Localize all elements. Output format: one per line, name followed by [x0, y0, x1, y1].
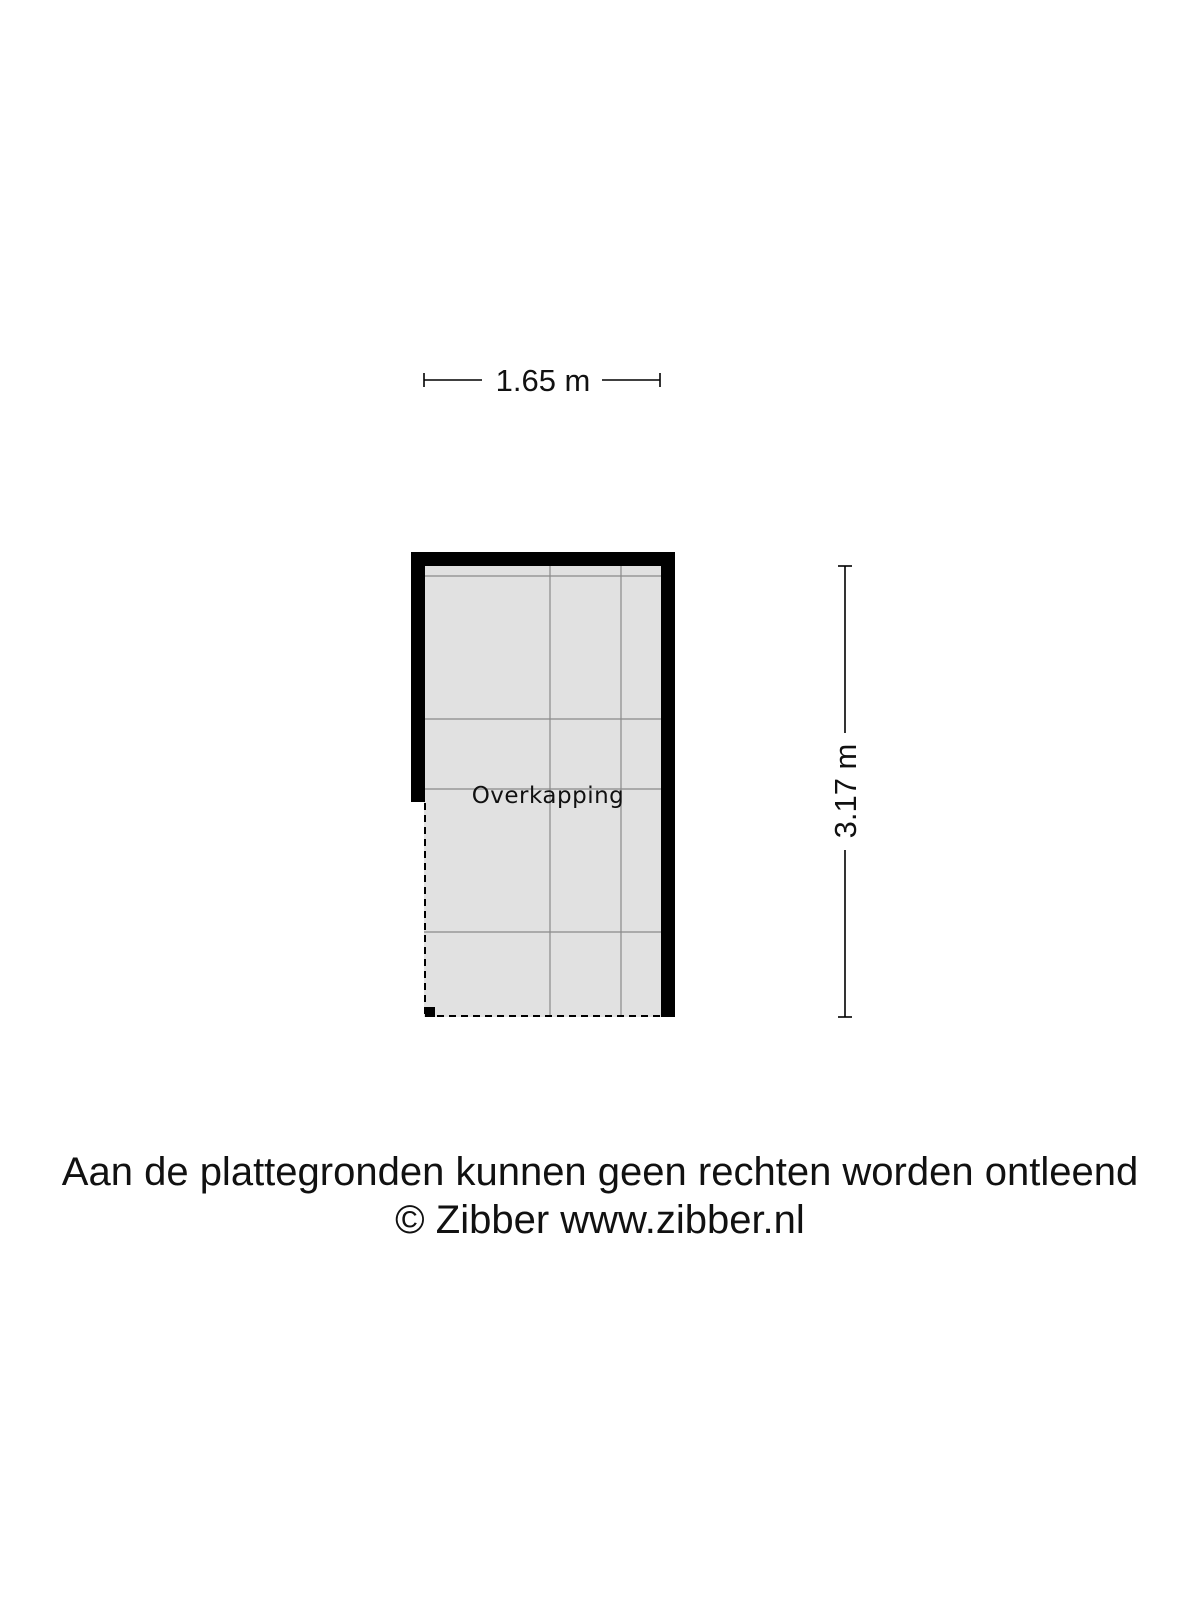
room-label: Overkapping [471, 783, 625, 809]
width-dimension-label: 1.65 m [495, 363, 591, 398]
wall-right [661, 552, 675, 1017]
wall-left [411, 552, 425, 802]
copyright-text: © Zibber www.zibber.nl [395, 1198, 805, 1242]
wall-top [411, 552, 675, 566]
disclaimer-text: Aan de plattegronden kunnen geen rechten worden ontleend [61, 1150, 1139, 1194]
depth-dimension-label: 3.17 m [828, 743, 863, 839]
